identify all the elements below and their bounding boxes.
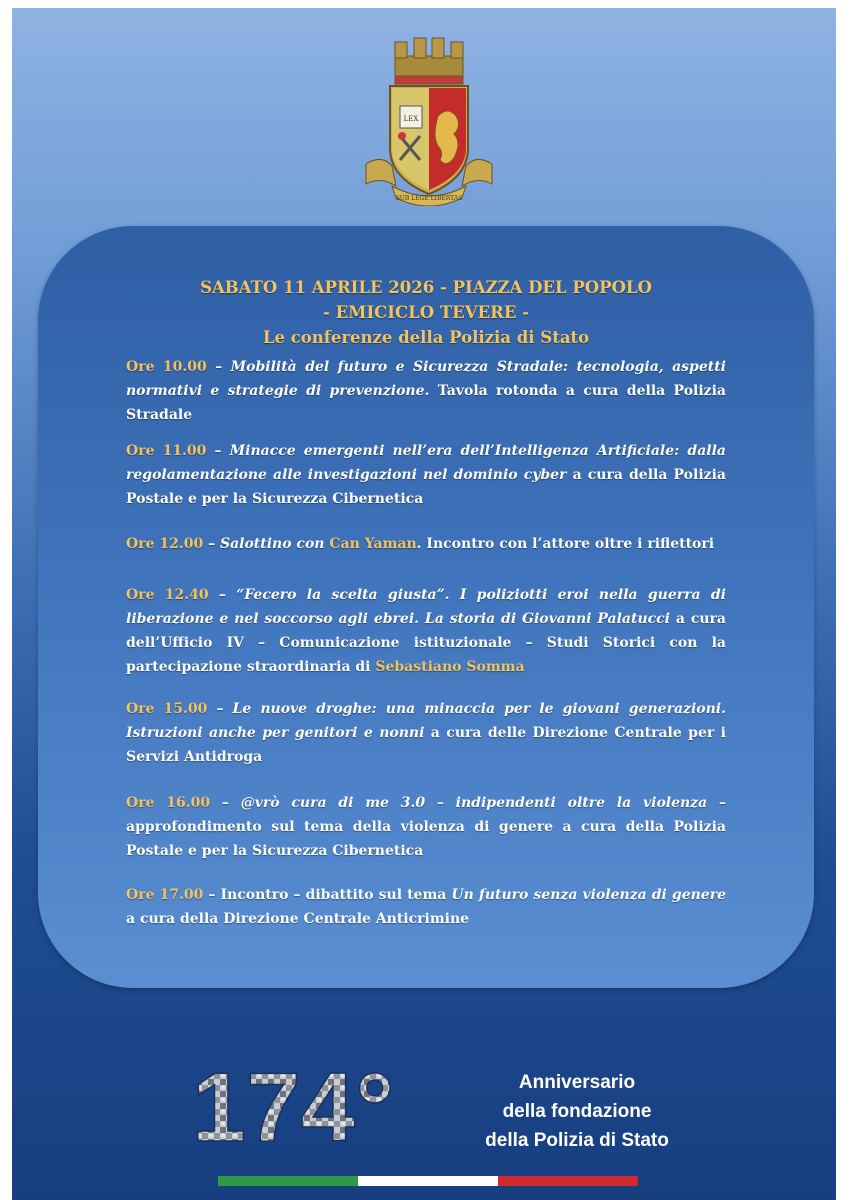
program-time: Ore 12.40 bbox=[126, 587, 209, 603]
event-poster bbox=[12, 8, 836, 1200]
program-title: “Fecero la scelta giusta”. I poliziotti eroi nella guerra di liberazione e nel soccorso agli ebrei. La storia di Giovanni Palatucci bbox=[126, 587, 726, 627]
polizia-di-stato-crest-icon bbox=[362, 36, 496, 206]
program-item: Ore 15.00 – Le nuove droghe: una minaccia per le giovani generazioni. Istruzioni anche per genitori e nonni a cura delle Direzione Centrale per i Servizi Antidroga bbox=[126, 701, 726, 765]
guest-name: Can Yaman bbox=[329, 536, 417, 552]
program-title: Le nuove droghe: una minaccia per le giovani generazioni. Istruzioni anche per genitori e nonni bbox=[126, 701, 726, 741]
program-time: Ore 16.00 bbox=[126, 795, 211, 811]
program-time: Ore 15.00 bbox=[126, 701, 208, 717]
event-venue: - EMICICLO TEVERE - bbox=[323, 303, 529, 322]
program-item: Ore 11.00 – Minacce emergenti nell’era dell’Intelligenza Artificiale: dalla regolamentazione alle investigazioni nel dominio cyber a cura della Polizia Postale e per la Sicurezza Cibernetica bbox=[126, 443, 726, 507]
program-time: Ore 12.00 bbox=[126, 536, 204, 552]
program-item: Ore 17.00 – Incontro – dibattito sul tema Un futuro senza violenza di genere a cura della Direzione Centrale Anticrimine bbox=[126, 887, 726, 927]
program-item: Ore 12.40 – “Fecero la scelta giusta”. I poliziotti eroi nella guerra di liberazione e nel soccorso agli ebrei. La storia di Giovanni Palatucci a cura dell’Ufficio IV – Comunicazione istituzionale – Studi Storici con la partecipazione straordinaria di Sebastiano Somma bbox=[126, 587, 726, 675]
program-panel bbox=[38, 226, 814, 988]
svg-text:SUB LEGE LIBERTAS: SUB LEGE LIBERTAS bbox=[395, 195, 463, 202]
anniversary-number bbox=[190, 1061, 396, 1147]
program-title: @vrò cura di me 3.0 – indipendenti oltre la violenza bbox=[240, 795, 708, 811]
program-time: Ore 11.00 bbox=[126, 443, 207, 459]
anniversary-caption: Anniversario della fondazione della Polizia di Stato bbox=[485, 1072, 669, 1151]
program-item: Ore 16.00 – @vrò cura di me 3.0 – indipendenti oltre la violenza – approfondimento sul tema della violenza di genere a cura della Polizia Postale e per la Sicurezza Cibernetica bbox=[126, 795, 727, 859]
program-title: Un futuro senza violenza di genere bbox=[451, 887, 726, 903]
program-title: Salottino con bbox=[219, 536, 330, 552]
program-time: Ore 17.00 bbox=[126, 887, 204, 903]
flag-white bbox=[358, 1176, 498, 1186]
program-item: Ore 10.00 – Mobilità del futuro e Sicurezza Stradale: tecnologia, aspetti normativi e strategie di prevenzione. Tavola rotonda a cura della Polizia Stradale bbox=[126, 359, 727, 423]
program-time: Ore 10.00 bbox=[126, 359, 207, 375]
event-date-location: SABATO 11 APRILE 2026 - PIAZZA DEL POPOLO bbox=[200, 278, 652, 297]
italian-flag-stripe bbox=[218, 1176, 638, 1186]
flag-green bbox=[218, 1176, 358, 1186]
guest-name: Sebastiano Somma bbox=[375, 659, 525, 675]
event-title: Le conferenze della Polizia di Stato bbox=[262, 328, 590, 347]
svg-text:LEX: LEX bbox=[403, 115, 419, 123]
program-title: Mobilità del futuro e Sicurezza Stradale: tecnologia, aspetti normativi e strategie di prevenzione bbox=[126, 359, 726, 399]
flag-red bbox=[498, 1176, 638, 1186]
svg-text:174°: 174° bbox=[191, 1061, 395, 1147]
program-title: Minacce emergenti nell’era dell’Intelligenza Artificiale: dalla regolamentazione alle investigazioni nel dominio cyber bbox=[126, 443, 726, 483]
program-item: Ore 12.00 – Salottino con Can Yaman. Incontro con l’attore oltre i riflettori bbox=[126, 536, 715, 552]
